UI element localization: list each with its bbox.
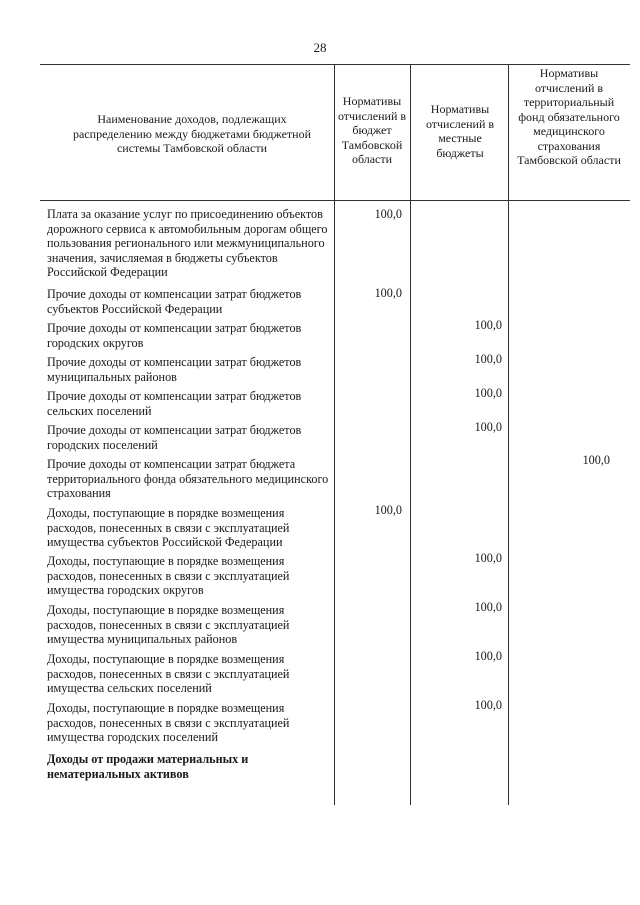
row-value-local-6: 100,0 (474, 420, 502, 434)
row-value-fund-7: 100,0 (582, 453, 610, 467)
row-value-local-11: 100,0 (474, 649, 502, 663)
row-name-8: Доходы, поступающие в порядке возмещения расходов, понесенных в связи с эксплуатацией имущества субъектов Российской Федерации (47, 506, 290, 550)
row-name-5: Прочие доходы от компенсации затрат бюджетов сельских поселений (47, 389, 302, 418)
row-name-12: Доходы, поступающие в порядке возмещения расходов, понесенных в связи с эксплуатацией имущества городских поселений (47, 701, 290, 745)
row-name-7: Прочие доходы от компенсации затрат бюджета территориального фонда обязательного медицинского страхования (47, 457, 329, 501)
col-divider-2 (410, 64, 411, 805)
row-name-9: Доходы, поступающие в порядке возмещения расходов, понесенных в связи с эксплуатацией имущества городских округов (47, 554, 290, 598)
header-fund: Нормативы отчислений в территориальный фонд обязательного медицинского страхования Тамбовской области (517, 66, 621, 167)
row-name-3: Прочие доходы от компенсации затрат бюджетов городских округов (47, 321, 302, 350)
row-value-local-5: 100,0 (474, 386, 502, 400)
row-name-4: Прочие доходы от компенсации затрат бюджетов муниципальных районов (47, 355, 302, 384)
col-divider-1 (334, 64, 335, 805)
row-name-13: Доходы от продажи материальных и нематериальных активов (47, 752, 249, 781)
page-number: 28 (313, 40, 327, 55)
row-value-local-3: 100,0 (474, 318, 502, 332)
row-name-1: Плата за оказание услуг по присоединению объектов дорожного сервиса к автомобильным дорогам общего пользования регионального или межмуниципального значения, зачисляемая в бюджеты субъектов Российской Федерации (47, 207, 328, 280)
header-regional: Нормативы отчислений в бюджет Тамбовской области (337, 94, 407, 166)
table-top-border (40, 64, 630, 65)
row-value-regional-8: 100,0 (374, 503, 402, 517)
header-local: Нормативы отчислений в местные бюджеты (425, 102, 495, 160)
header-bottom-border (40, 200, 630, 201)
row-value-local-9: 100,0 (474, 551, 502, 565)
row-value-local-4: 100,0 (474, 352, 502, 366)
row-name-11: Доходы, поступающие в порядке возмещения расходов, понесенных в связи с эксплуатацией имущества сельских поселений (47, 652, 290, 696)
row-name-6: Прочие доходы от компенсации затрат бюджетов городских поселений (47, 423, 302, 452)
row-value-regional-1: 100,0 (374, 207, 402, 221)
row-value-regional-2: 100,0 (374, 286, 402, 300)
row-value-local-10: 100,0 (474, 600, 502, 614)
row-name-10: Доходы, поступающие в порядке возмещения расходов, понесенных в связи с эксплуатацией имущества муниципальных районов (47, 603, 290, 647)
col-divider-3 (508, 64, 509, 805)
row-value-local-12: 100,0 (474, 698, 502, 712)
row-name-2: Прочие доходы от компенсации затрат бюджетов субъектов Российской Федерации (47, 287, 302, 316)
header-name: Наименование доходов, подлежащих распределению между бюджетами бюджетной системы Тамбовской области (73, 112, 311, 155)
